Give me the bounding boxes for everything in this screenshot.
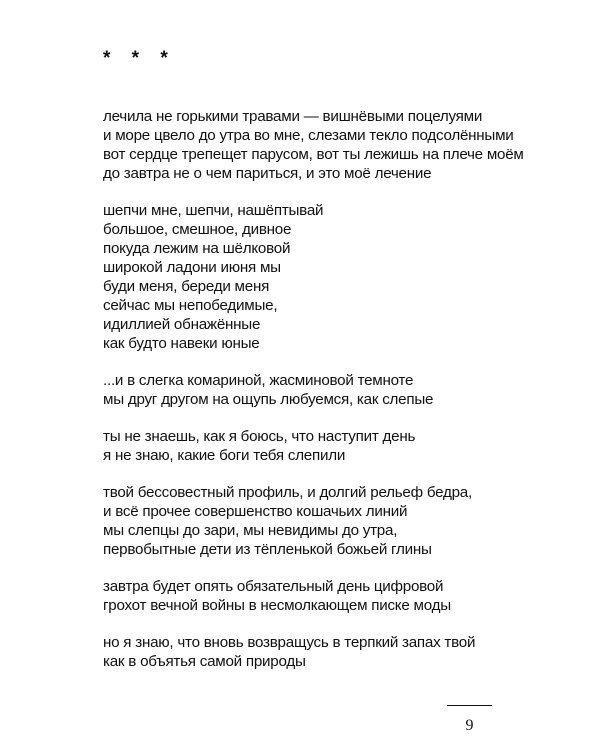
poem-line: буди меня, береди меня — [103, 278, 270, 295]
poem-line: первобытные дети из тёпленькой божьей глины — [103, 541, 432, 558]
poem-line: большое, смешное, дивное — [103, 221, 292, 238]
poem-line: широкой ладони июня мы — [103, 259, 281, 276]
stanza — [103, 107, 543, 183]
poem-line: до завтра не о чем париться, и это моё лечение — [103, 165, 432, 182]
poem-line: покуда лежим на шёлковой — [103, 240, 291, 257]
stanza — [103, 201, 543, 353]
poem-line: сейчас мы непобедимые, — [103, 297, 278, 314]
poem-line: ...и в слегка комариной, жасминовой темноте — [103, 372, 414, 389]
poem-line: мы друг другом на ощупь любуемся, как слепые — [103, 391, 434, 408]
poem-line: твой бессовестный профиль, и долгий рельеф бедра, — [103, 484, 472, 501]
poem-line: идиллией обнажённые — [103, 316, 261, 333]
stanza — [103, 633, 543, 671]
poem-line: завтра будет опять обязательный день цифровой — [103, 578, 444, 595]
footer-rule — [447, 705, 492, 706]
poem-line: шепчи мне, шепчи, нашёптывай — [103, 202, 324, 219]
stanza — [103, 371, 543, 409]
poem-line: грохот вечной войны в несмолкающем писке моды — [103, 597, 451, 614]
stanza — [103, 483, 543, 559]
stanza — [103, 577, 543, 615]
poem-line: вот сердце трепещет парусом, вот ты лежишь на плече моём — [103, 146, 524, 163]
section-marker: * * * — [103, 48, 176, 69]
poem-line: как в объятья самой природы — [103, 653, 306, 670]
poem-body — [103, 107, 543, 689]
poem-line: и море цвело до утра во мне, слезами текло подсолёнными — [103, 127, 514, 144]
stanza — [103, 427, 543, 465]
poem-line: как будто навеки юные — [103, 335, 260, 352]
poem-line: и всё прочее совершенство кошачьих линий — [103, 503, 408, 520]
poem-line: мы слепцы до зари, мы невидимы до утра, — [103, 522, 398, 539]
page-number: 9 — [465, 717, 474, 734]
poem-line: ты не знаешь, как я боюсь, что наступит день — [103, 428, 416, 445]
poem-line: но я знаю, что вновь возвращусь в терпкий запах твой — [103, 634, 476, 651]
poem-line: лечила не горькими травами — вишнёвыми поцелуями — [103, 108, 483, 125]
poem-line: я не знаю, какие боги тебя слепили — [103, 447, 346, 464]
